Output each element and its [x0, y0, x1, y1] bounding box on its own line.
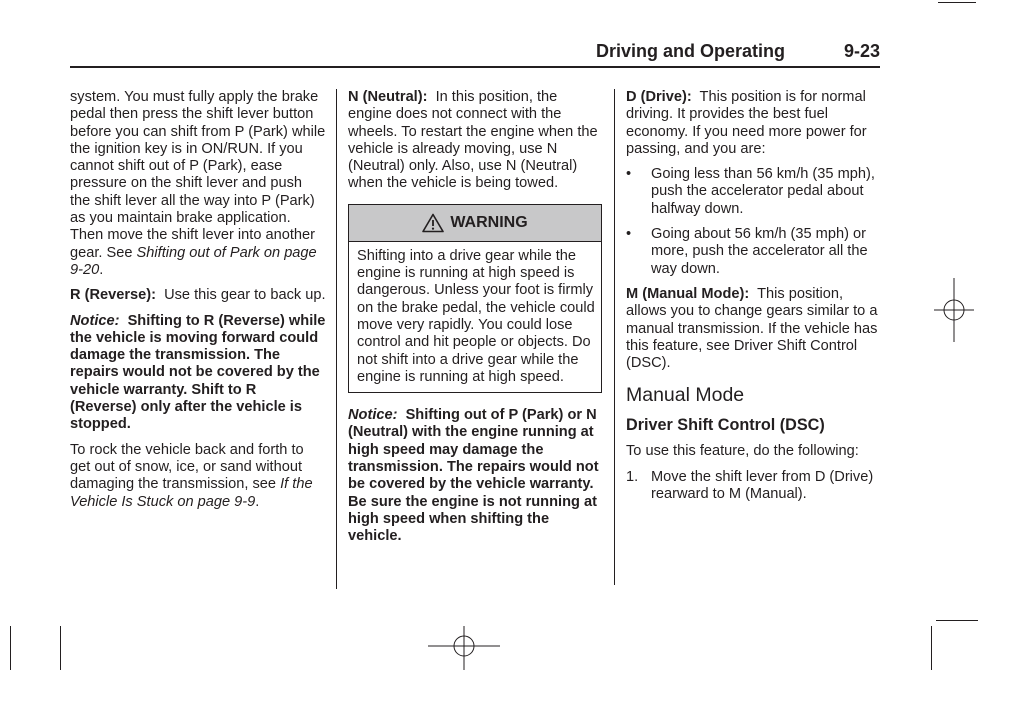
crop-mark-bottom-left-v1	[10, 626, 11, 670]
list-item: • Going less than 56 km/h (35 mph), push the accelerator pedal about halfway down.	[626, 166, 875, 217]
drive-paragraph: D (Drive): This position is for normal driving. It provides the best fuel economy. If you need more power for passing, and you are:	[626, 89, 867, 157]
column-3	[626, 89, 882, 503]
dsc-intro: To use this feature, do the following:	[626, 443, 859, 460]
crop-mark-top-right	[938, 2, 976, 3]
park-crossref-link[interactable]: Shifting out of Park on page 9-20	[70, 244, 317, 278]
warning-box	[348, 204, 602, 393]
crop-mark-bottom-left-v2	[60, 626, 61, 670]
column-divider-1	[336, 89, 337, 589]
registration-mark-bottom	[428, 626, 500, 670]
stuck-crossref-link[interactable]: If the Vehicle Is Stuck on page 9-9	[70, 476, 313, 510]
step-number: 1.	[626, 468, 639, 485]
list-item: • Going about 56 km/h (35 mph) or more, push the accelerator all the way down.	[626, 226, 868, 277]
section-title: Driving and Operating	[596, 41, 786, 61]
dsc-steps	[626, 469, 882, 504]
manual-term: M (Manual Mode):	[626, 285, 750, 302]
reverse-paragraph: R (Reverse): Use this gear to back up.	[70, 287, 326, 304]
notice-label: Notice:	[348, 407, 398, 424]
reverse-term: R (Reverse):	[70, 287, 156, 304]
manual-paragraph: M (Manual Mode): This position, allows you to change gears similar to a manual transmission. If the vehicle has this feature, see Driver Shift Control (DSC).	[626, 285, 878, 372]
neutral-paragraph: N (Neutral): In this position, the engine does not connect with the wheels. To restart the engine when the vehicle is already moving, use N (Neutral) only. Also, use N (Neutral) when the vehicle is being towed.	[348, 89, 598, 192]
rock-vehicle-paragraph: To rock the vehicle back and forth to get out of snow, ice, or sand without damaging the transmission, see If the Vehicle Is Stuck on page 9-9.	[70, 441, 313, 510]
drive-term: D (Drive):	[626, 89, 692, 105]
reverse-notice: Notice: Shifting to R (Reverse) while the vehicle is moving forward could damage the transmission. The repairs would not be covered by the vehicle warranty. Shift to R (Reverse) only after the vehicle is stopped.	[70, 312, 326, 433]
bullet-icon: •	[626, 166, 632, 183]
warning-triangle-icon	[422, 213, 444, 233]
list-item: 1. Move the shift lever from D (Drive) rearward to M (Manual).	[626, 468, 874, 503]
warning-title: WARNING	[450, 214, 528, 232]
notice-label: Notice:	[70, 312, 120, 329]
park-neutral-notice: Notice: Shifting out of P (Park) or N (Neutral) with the engine running at high speed may damage the transmission. The repairs would not be covered by the vehicle warranty. Be sure the engine is not running at high speed when shifting the vehicle.	[348, 407, 599, 545]
column-1	[70, 89, 326, 519]
column-divider-2	[614, 89, 615, 585]
warning-header	[349, 205, 601, 242]
neutral-term: N (Neutral):	[348, 89, 428, 105]
column-2	[348, 89, 602, 554]
dsc-heading: Driver Shift Control (DSC)	[626, 416, 825, 435]
crop-mark-bottom-right-h	[936, 620, 978, 621]
passing-bullet-list	[626, 166, 882, 278]
warning-text: Shifting into a drive gear while the engine is running at high speed is dangerous. Unless your foot is firmly on the brake pedal, the vehicle could move very rapidly. You could lose control and hit people or objects. Do not shift into a drive gear while the engine is running at high speed.	[357, 247, 595, 385]
bullet-icon: •	[626, 226, 632, 243]
registration-mark-right	[934, 278, 974, 342]
crop-mark-bottom-right-v	[931, 626, 932, 670]
running-header	[596, 41, 880, 63]
header-rule	[70, 66, 880, 68]
manual-mode-heading: Manual Mode	[626, 384, 745, 407]
park-shift-paragraph: system. You must fully apply the brake pedal then press the shift lever button before you can shift from P (Park) while the ignition key is in ON/RUN. If you cannot shift out of P (Park), ease pressure on the shift lever and push the shift lever all the way into P (Park) as you maintain brake application. Then move the shift lever into another gear. See Shifting out of Park on page 9-20.	[70, 89, 326, 278]
page-number: 9-23	[843, 41, 880, 61]
